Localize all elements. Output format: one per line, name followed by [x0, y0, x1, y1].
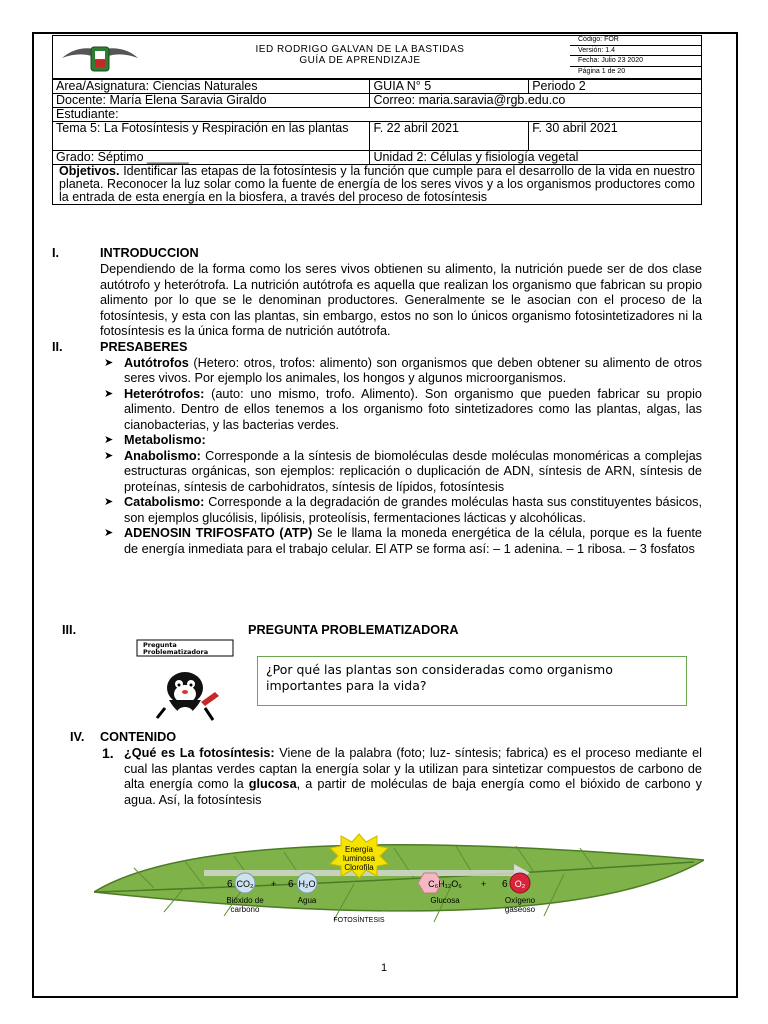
arrow-bullet-icon: ➤ — [104, 356, 114, 369]
h2o-formula: H₂O — [298, 879, 316, 889]
section-number: II. — [52, 339, 63, 354]
o2-formula: O₂ — [514, 879, 526, 889]
item-bold-term: glucosa — [248, 777, 297, 791]
cartoon-cat-illustration — [135, 638, 235, 728]
clorofila-label: Clorofila — [344, 863, 374, 872]
bullet-heterotrofos — [104, 386, 702, 434]
co2-label: Bióxido de — [226, 896, 264, 905]
item-text: Viene de la palabra (foto; luz- síntesis; fabrica) es el proceso mediante el cual las plantas verdes captan la energía solar y la utilizan para sintetizar compuestos de carbono de alta energía como la — [124, 746, 703, 791]
contenido-section — [52, 730, 702, 808]
item-number: 1. — [102, 745, 114, 761]
glucose-formula: C₆H₁₂O₆ — [428, 879, 462, 889]
bullet-term: ADENOSIN TRIFOSFATO (ATP) — [124, 526, 313, 540]
bullet-catabolismo — [104, 495, 702, 526]
objetivos-cell — [53, 165, 702, 205]
o2-label: Oxígeno — [504, 896, 536, 905]
section-number: IV. — [70, 730, 85, 744]
bullet-text: (auto: uno mismo, trofo. Alimento). Son organismo que pueden fabricar su propio alimento. Dentro de ellos tenemos a los organismo foto sintetizadores como las plantas, algas, las cianobacterias, y las bacterias verdes. — [124, 386, 702, 432]
code-line: Código: FOR — [570, 35, 702, 46]
docente-cell: Docente: María Elena Saravia Giraldo — [53, 94, 370, 108]
area-cell: Area/Asignatura: Ciencias Naturales — [53, 80, 370, 94]
question-box: ¿Por qué las plantas son consideradas como organismo importantes para la vida? — [257, 656, 687, 706]
bullet-atp — [104, 526, 702, 557]
process-label: FOTOSÍNTESIS — [333, 917, 385, 924]
energy-label: Energía — [344, 845, 374, 854]
estudiante-cell: Estudiante: — [53, 108, 702, 122]
section-title: PRESABERES — [100, 339, 188, 354]
bullet-term: Metabolismo: — [124, 433, 206, 447]
plus-sign: + — [271, 879, 277, 889]
info-table — [52, 79, 702, 205]
plus-sign: + — [481, 879, 487, 889]
arrow-bullet-icon: ➤ — [104, 387, 114, 400]
co2-label: carbono — [230, 905, 260, 914]
h2o-coef: 6 — [288, 879, 294, 890]
item-text: , a partir de moléculas de baja energía como el bióxido de carbono y agua. Así, la fotosíntesis — [124, 777, 702, 807]
section-introduccion — [52, 246, 702, 262]
bullet-term: Anabolismo: — [124, 448, 201, 463]
o2-coef: 6 — [502, 879, 508, 890]
glucose-label: Glucosa — [430, 896, 460, 905]
section-contenido — [52, 730, 702, 746]
date-line: Fecha: Julio 23 2020 — [570, 56, 702, 67]
section-title: CONTENIDO — [100, 730, 177, 744]
version-line: Versión: 1.4 — [570, 46, 702, 57]
school-header — [150, 44, 570, 66]
arrow-bullet-icon: ➤ — [104, 496, 114, 508]
arrow-bullet-icon: ➤ — [104, 449, 114, 462]
o2-label: gaseoso — [504, 905, 536, 914]
intro-paragraph: Dependiendo de la forma como los seres vivos obtienen su alimento, la nutrición puede ser de dos clase autótrofo y heterótrofa. La nutrición autótrofa es aquella que realizan los organismo que fabrican su propio alimento por lo que se le denominan productores. Generalmente se le asocian con el proceso de la fotosíntesis, y esta con las plantas, sin embargo, estos no son lo únicos organismo fotosintetizadores ni la fotosíntesis es la única forma de nutrición autótrofa. — [100, 262, 702, 338]
item-question: ¿Qué es La fotosíntesis: — [124, 746, 275, 760]
unidad-cell: Unidad 2: Células y fisiología vegetal — [370, 151, 702, 165]
content-item-1 — [102, 745, 703, 808]
section-title: INTRODUCCION — [100, 246, 199, 260]
school-logo — [58, 38, 142, 76]
correo-cell: Correo: maria.saravia@rgb.edu.co — [370, 94, 702, 108]
section-number: I. — [52, 246, 60, 260]
fecha-fin-cell: F. 30 abril 2021 — [529, 122, 702, 151]
doc-type: GUÍA DE APRENDIZAJE — [299, 55, 421, 66]
cartoon-label: Problematizadora — [143, 648, 209, 656]
tema-cell: Tema 5: La Fotosíntesis y Respiración en las plantas — [53, 122, 370, 151]
guia-cell: GUIA N° 5 — [370, 80, 529, 94]
cartoon-label: Pregunta — [143, 641, 177, 649]
objetivos-label: Objetivos. — [59, 164, 120, 178]
energy-label: luminosa — [342, 854, 376, 863]
bullet-text: Corresponde a la síntesis de biomoléculas desde moléculas monoméricas a complejas estructuras orgánicas, son ejemplos: replicación o duplicación de ADN, síntesis de ARN, síntesis de proteínas, síntesis de carbohidratos, síntesis de lípidos, fotosíntesis — [124, 448, 702, 494]
photosynthesis-diagram — [94, 830, 704, 945]
section-title: PREGUNTA PROBLEMATIZADORA — [248, 623, 459, 637]
bullet-metabolismo — [104, 433, 702, 449]
h2o-label: Agua — [297, 896, 317, 905]
section-presaberes — [52, 340, 702, 356]
document-codes — [570, 35, 702, 77]
co2-coef: 6 — [227, 879, 233, 890]
arrow-bullet-icon: ➤ — [104, 434, 114, 446]
bullet-anabolismo — [104, 448, 702, 496]
bullet-term: Heterótrofos: — [124, 386, 205, 401]
objetivos-text: Identificar las etapas de la fotosíntesis y la función que cumple para el desarrollo de la vida en nuestro planeta. Reconocer la luz solar como la fuente de energía de los seres vivos y a los organismos productores como la entrada de esta energía en la biosfera, a través del proceso de fotosíntesis — [59, 164, 695, 204]
main-content — [52, 246, 702, 557]
bullet-term: Autótrofos — [124, 355, 189, 370]
arrow-bullet-icon: ➤ — [104, 527, 114, 539]
bullet-autotrofos — [104, 355, 702, 387]
bullet-text: (Hetero: otros, trofos: alimento) son organismos que deben obtener su alimento de otros seres vivos. Por ejemplo los animales, los hongos y algunos microorganismos. — [124, 355, 702, 385]
fecha-inicio-cell: F. 22 abril 2021 — [370, 122, 529, 151]
school-name: IED RODRIGO GALVAN DE LA BASTIDAS — [255, 44, 465, 55]
co2-formula: CO₂ — [236, 879, 254, 889]
page-line: Página 1 de 20 — [578, 67, 626, 75]
bullet-text: Corresponde a la degradación de grandes moléculas hasta sus constituyentes básicos, son ejemplos glucólisis, lipólisis, proteolísis, fermentaciones lácticas y alcohólicas. — [124, 495, 702, 525]
grado-cell: Grado: Séptimo ______ — [53, 151, 370, 165]
section-number: III. — [62, 623, 77, 637]
bullet-term: Catabolismo: — [124, 495, 205, 509]
periodo-cell: Periodo 2 — [529, 80, 702, 94]
bullet-text: Se le llama la moneda energética de la célula, porque es la fuente de energía inmediata para el trabajo celular. El ATP se forma así: – 1 adenina. – 1 ribosa. – 3 fosfatos — [124, 526, 702, 556]
page-number: 1 — [380, 962, 388, 974]
